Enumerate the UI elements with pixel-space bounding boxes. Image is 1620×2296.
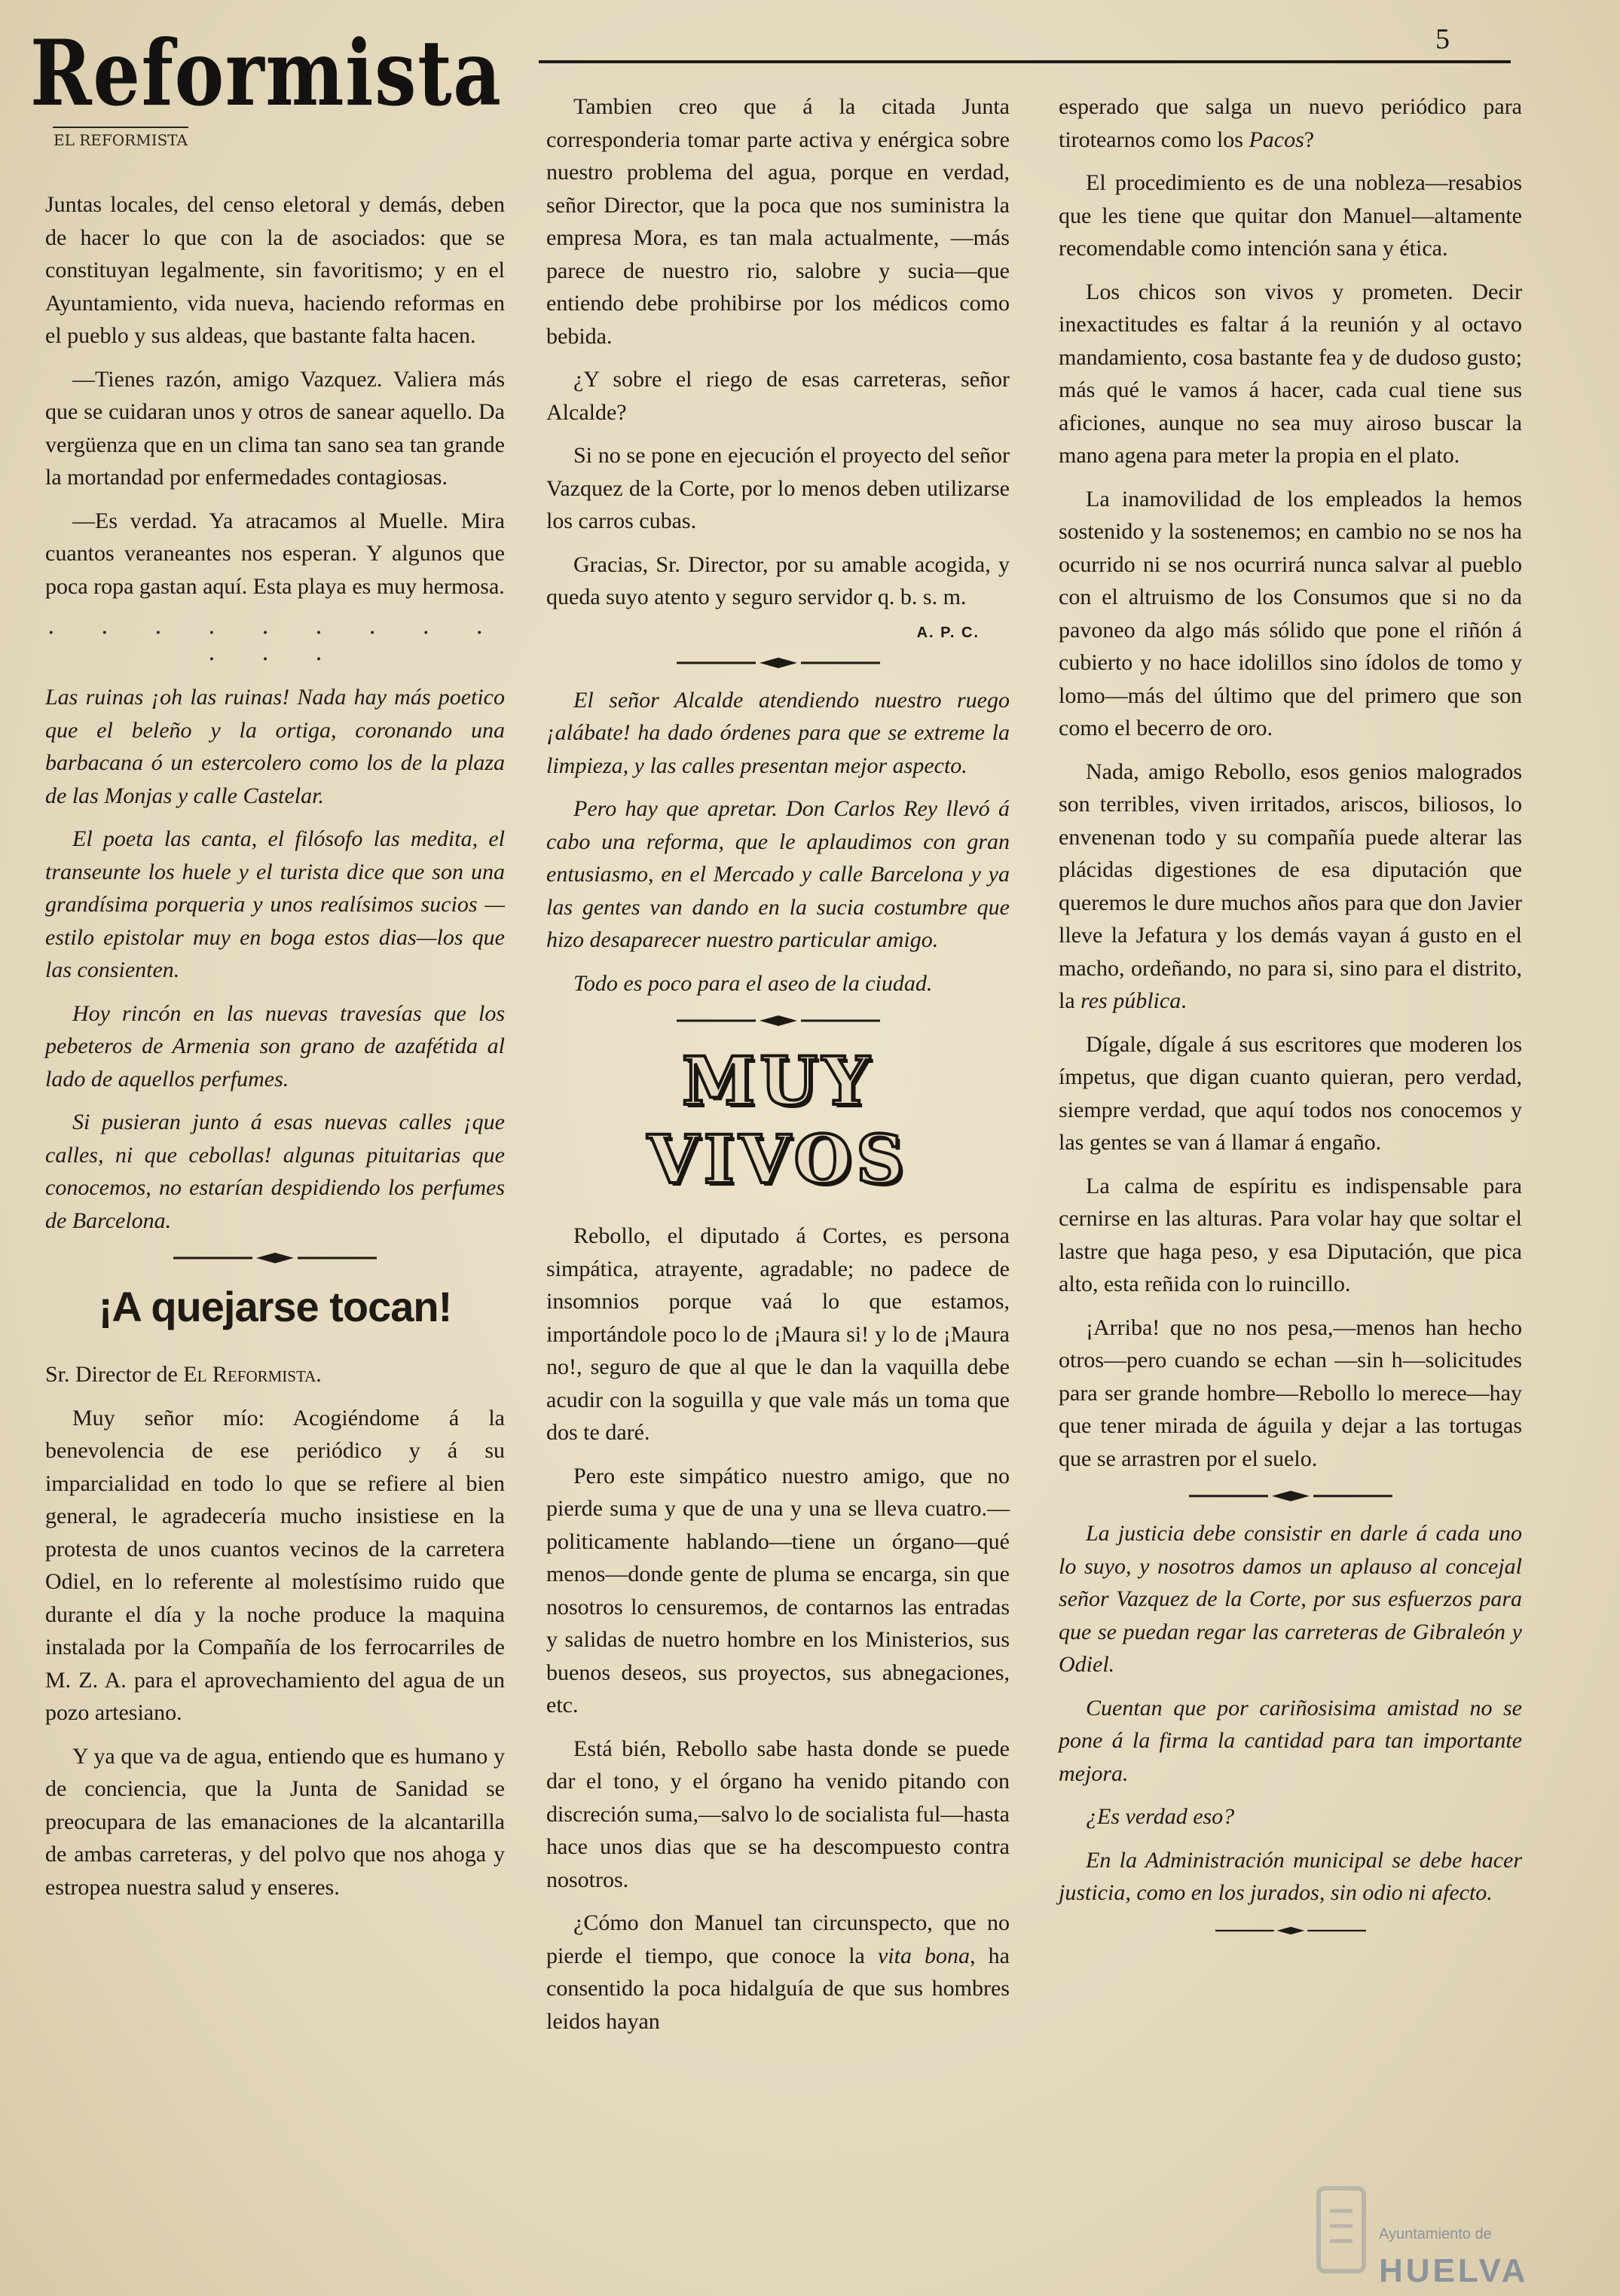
- paragraph: En la Administración municipal se debe hacer justicia, como en los jurados, sin odio ni afecto.: [1059, 1847, 1522, 1905]
- paragraph: ¿Es verdad eso?: [1086, 1804, 1235, 1829]
- ornament-divider: [173, 1250, 377, 1266]
- paragraph: Nada, amigo Rebollo, esos genios malogrados son terribles, viven irritados, ariscos, biliosos, lo envenenan todo y su compañía puede alterar las plácidas digestiones de esa diputación que queremos le dure muchos años para que don Javier lleve la Jefatura y los demás vayan á gusto en el macho, ordeñando, no para si, sino para el distrito, la res pública.: [1059, 759, 1522, 1013]
- paragraph: Rebollo, el diputado á Cortes, es persona simpática, atrayente, agradable; no padece de insomnios porque vaá lo que estamos, importándole poco lo de ¡Maura si! y lo de ¡Maura no!, seguro de que al que le dan la vaquilla debe acudir con la soguilla y que vale más un toma que dos te daré.: [546, 1223, 1010, 1445]
- watermark-caption: Ayuntamiento de: [1379, 2226, 1492, 2243]
- paragraph: —Es verdad. Ya atracamos al Muelle. Mira cuantos veraneantes nos esperan. Y algunos que poca ropa gastan aquí. Esta playa es muy hermosa.: [45, 508, 505, 599]
- paragraph: Los chicos son vivos y prometen. Decir inexactitudes es faltar á la reunión y al octavo mandamiento, cosa bastante fea y de dudoso gusto; más qué le vamos á hacer, cada cual tiene sus aficiones, aunque no sea muy airoso buscar la mano agena para meter la propia en el plato.: [1059, 279, 1522, 468]
- signature: A. P. C.: [916, 624, 980, 641]
- paragraph: Y ya que va de agua, entiendo que es humano y de conciencia, que la Junta de Sanidad se preocupara de las emanaciones de la alcantarilla de ambas carreteras, y del polvo que nos ahoga y estropea nuestra salud y enseres.: [45, 1743, 505, 1900]
- paragraph: Pero este simpático nuestro amigo, que no pierde suma y que de una y una se lleva cuatro.—politicamente hablando—tiene un órgano—qué menos—donde gente de pluma se encarga, sin que nosotros lo censuremos, de contarnos las entradas y salidas de nuetro hombre en los Ministerios, sus buenos deseos, sus proyectos, sus abnegaciones, etc.: [546, 1463, 1010, 1717]
- paragraph: ¿Cómo don Manuel tan circunspecto, que no pierde el tiempo, que conoce la vita bona, ha consentido la poca hidalguía de que sus hombres leidos hayan: [546, 1910, 1010, 2034]
- salutation: Sr. Director de El Reformista.: [45, 1362, 322, 1387]
- paragraph: esperado que salga un nuevo periódico para tirotearnos como los Pacos?: [1059, 94, 1522, 152]
- paragraph: ¿Y sobre el riego de esas carreteras, señor Alcalde?: [546, 367, 1010, 425]
- masthead-subtitle: EL REFORMISTA: [53, 127, 188, 149]
- paragraph: Todo es poco para el aseo de la ciudad.: [573, 970, 933, 996]
- column-3: [1059, 90, 1522, 1952]
- watermark-name: HUELVA: [1379, 2252, 1529, 2289]
- paragraph: El señor Alcalde atendiendo nuestro ruego ¡alábate! ha dado órdenes para que se extreme la limpieza, y las calles presentan mejor aspecto.: [546, 687, 1010, 778]
- paragraph: El poeta las canta, el filósofo las medita, el transeunte los huele y el turista dice que son una grandísima porqueria y unos realísimos sucios —estilo epistolar muy en boga estos dias—los que las consienten.: [45, 826, 505, 982]
- paragraph: Cuentan que por cariñosisima amistad no se pone á la firma la cantidad para tan importante mejora.: [1059, 1695, 1522, 1786]
- paragraph: Tambien creo que á la citada Junta corresponderia tomar parte activa y enérgica sobre nuestro problema del agua, porque en verdad, señor Director, que la poca que nos suministra la empresa Mora, es tan mala actualmente, —más parece de nuestro rio, salobre y sucia—que entiendo debe prohibirse por los médicos como bebida.: [546, 94, 1010, 349]
- column-2: [546, 90, 1010, 2048]
- paragraph: Si pusieran junto á esas nuevas calles ¡que calles, ni que cebollas! algunas pituitarias que conocemos, no estarían despidiendo los perfumes de Barcelona.: [45, 1110, 505, 1233]
- paragraph: Muy señor mío: Acogiéndome á la benevolencia de ese periódico y á su imparcialidad en todo lo que se refiere al bien general, le agradecería mucho insistiese en la protesta de unos cuantos vecinos de la carretera Odiel, en lo referente al molestísimo ruido que durante el día y la noche produce la maquina instalada por la Compañía de los ferrocarriles de M. Z. A. para el aprovechamiento del agua de un pozo artesiano.: [45, 1405, 505, 1725]
- ornament-divider: [1215, 1923, 1366, 1938]
- masthead: [30, 21, 520, 164]
- article-heading: ¡A quejarse tocan!: [98, 1283, 452, 1330]
- masthead-title: Reformista: [30, 20, 503, 127]
- ornament-divider: [1189, 1488, 1392, 1504]
- paragraph: La inamovilidad de los empleados la hemos sostenido y la sostenemos; en cambio no se nos ha ocurrido ni se nos ocurrirá nunca salvar al pueblo con el altruismo de los Consumos que si no da pavoneo da algo más sólido que pone el riñón á cubierto y no hace idolillos sino ídolos de tomo y lomo—más del último que del primero que son como el becerro de oro.: [1059, 486, 1522, 740]
- paragraph: Hoy rincón en las nuevas travesías que los pebeteros de Armenia son grano de azafétida al lado de aquellos perfumes.: [45, 1000, 505, 1092]
- paragraph: —Tienes razón, amigo Vazquez. Valiera más que se cuidaran unos y otros de sanear aquello. Da vergüenza que en un clima tan sano sea tan grande la mortandad por enfermedades contagiosas.: [45, 366, 505, 490]
- page-number: 5: [1435, 23, 1450, 55]
- paragraph: La calma de espíritu es indispensable para cernirse en las alturas. Para volar hay que soltar el lastre que haga peso, y esa Diputación, que pica alto, esta reñida con lo ruincillo.: [1059, 1173, 1522, 1296]
- ornament-divider: [677, 655, 880, 670]
- paragraph: Juntas locales, del censo eletoral y demás, deben de hacer lo que con la de asociados: que se constituyan legalmente, sin favoritismo; y en el Ayuntamiento, vida nueva, haciendo reformas en el pueblo y sus aldeas, que bastante falta hacen.: [45, 192, 505, 348]
- paragraph: Dígale, dígale á sus escritores que moderen los ímpetus, que digan cuanto quieran, pero verdad, siempre verdad, que aquí todos nos conocemos y las gentes se van á llamar á engaño.: [1059, 1031, 1522, 1155]
- article-heading: MUY VIVOS: [647, 1042, 909, 1198]
- paragraph: Las ruinas ¡oh las ruinas! Nada hay más poetico que el beleño y la ortiga, coronando una barbacana ó un estercolero como los de la plaza de las Monjas y calle Castelar.: [45, 685, 505, 808]
- paragraph: Gracias, Sr. Director, por su amable acogida, y queda suyo atento y seguro servidor q. b. s. m.: [546, 551, 1010, 609]
- paragraph: La justicia debe consistir en darle á cada uno lo suyo, y nosotros damos un aplauso al concejal señor Vazquez de la Corte, por sus esfuerzos para que se puedan regar las carreteras de Gibraleón y Odiel.: [1059, 1521, 1522, 1677]
- paragraph: Si no se pone en ejecución el proyecto del señor Vazquez de la Corte, por lo menos deben utilizarse los carros cubas.: [546, 443, 1010, 533]
- paragraph: ¡Arriba! que no nos pesa,—menos han hecho otros—pero cuando se echan —sin h—solicitudes para ser grande hombre—Rebollo lo merece—hay que tener mirada de águila y dejar a las tortugas que se arrastren por el suelo.: [1059, 1314, 1522, 1471]
- paragraph: Está bién, Rebollo sabe hasta donde se puede dar el tono, y el órgano ha venido pitando con discreción suma,—salvo lo de socialista ful—hasta hace unos dias que se ha descompuesto contra nosotros.: [546, 1736, 1010, 1892]
- paragraph: El procedimiento es de una nobleza—resabios que les tiene que quitar don Manuel—altamente recomendable como intención sana y ética.: [1059, 170, 1522, 261]
- column-1: [45, 188, 505, 1914]
- dotted-separator: . . . . . . . . . . . .: [47, 613, 503, 666]
- ornament-divider: [677, 1013, 880, 1028]
- paragraph: Pero hay que apretar. Don Carlos Rey llevó á cabo una reforma, que le aplaudimos con gran entusiasmo, en el Mercado y calle Barcelona y ya las gentes van dando en la sucia costumbre que hizo desaparecer nuestro particular amigo.: [546, 796, 1010, 952]
- header-rule: [539, 60, 1511, 63]
